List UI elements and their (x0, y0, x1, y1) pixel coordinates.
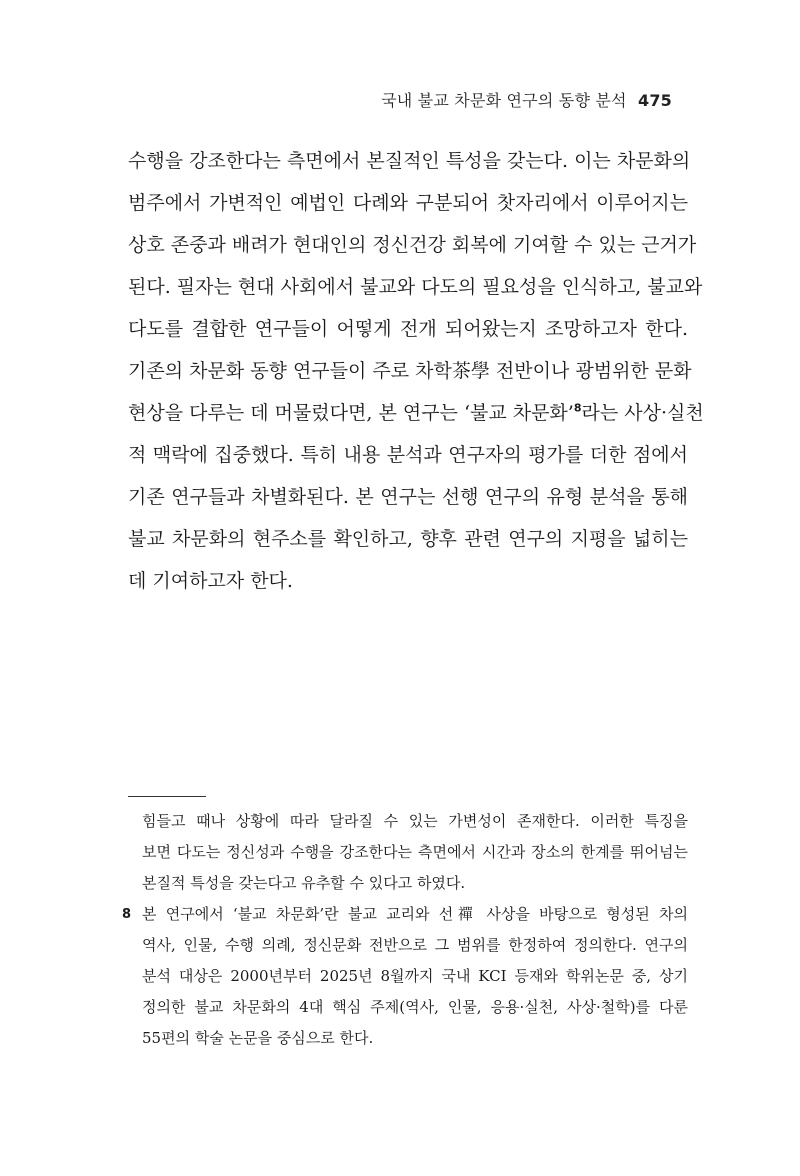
page-number: 475 (638, 91, 672, 110)
body-line: 다도를 결합한 연구들이 어떻게 전개 되어왔는지 조망하고자 한다. (128, 318, 688, 340)
footnote-line: 힘들고 때나 상황에 따라 달라질 수 있는 가변성이 존재한다. 이러한 특징을 (142, 812, 688, 830)
body-line: 상호 존중과 배려가 현대인의 정신건강 회복에 기여할 수 있는 근거가 (128, 234, 697, 256)
footnote-line: 보면 다도는 정신성과 수행을 강조한다는 측면에서 시간과 장소의 한계를 뛰어넘는 (142, 843, 688, 861)
footnote-line: 분석 대상은 2000년부터 2025년 8월까지 국내 KCI 등재와 학위논문 중, 상기 (142, 967, 688, 985)
running-header (381, 88, 672, 111)
footnote-continued (118, 806, 688, 899)
body-line: 수행을 강조한다는 측면에서 본질적인 특성을 갖는다. 이는 차문화의 (128, 150, 691, 172)
body-line: 불교 차문화의 현주소를 확인하고, 향후 관련 연구의 지평을 넓히는 (128, 528, 688, 550)
footnote-line: 본질적 특성을 갖는다고 유추할 수 있다고 하였다. (142, 874, 466, 892)
running-title: 국내 불교 차문화 연구의 동향 분석 (381, 91, 627, 110)
body-line: 범주에서 가변적인 예법인 다례와 구분되어 찻자리에서 이루어지는 (128, 192, 688, 214)
body-line: 적 맥락에 집중했다. 특히 내용 분석과 연구자의 평가를 더한 점에서 (128, 444, 688, 466)
footnote-number: 8 (122, 907, 132, 922)
footnote-line: 역사, 인물, 수행 의례, 정신문화 전반으로 그 범위를 한정하여 정의한다. 연구의 (142, 936, 688, 954)
footnote-reference-8[interactable]: 8 (573, 401, 582, 415)
footnote-line: 본 연구에서 ‘불교 차문화’란 불교 교리와 선禪 사상을 바탕으로 형성된 차의 (142, 905, 688, 923)
body-line: 기존 연구들과 차별화된다. 본 연구는 선행 연구의 유형 분석을 통해 (128, 486, 688, 508)
body-line-with-footnote-ref (128, 392, 704, 434)
body-line: 데 기여하고자 한다. (128, 570, 293, 592)
footnote-8 (118, 899, 688, 1054)
body-text (128, 140, 704, 602)
body-line-part: 현상을 다루는 데 머물렀다면, 본 연구는 ‘불교 차문화’ (128, 402, 574, 424)
footnote-separator (128, 796, 206, 797)
body-line: 기존의 차문화 동향 연구들이 주로 차학茶學 전반이나 광범위한 문화 (128, 360, 692, 382)
body-line: 된다. 필자는 현대 사회에서 불교와 다도의 필요성을 인식하고, 불교와 (128, 276, 703, 298)
footnote-line: 55편의 학술 논문을 중심으로 한다. (142, 1029, 374, 1047)
footnotes (118, 806, 688, 1054)
body-line-part: 라는 사상·실천 (581, 402, 704, 424)
footnote-line: 정의한 불교 차문화의 4대 핵심 주제(역사, 인물, 응용·실천, 사상·철학)를 다룬 (142, 998, 688, 1016)
